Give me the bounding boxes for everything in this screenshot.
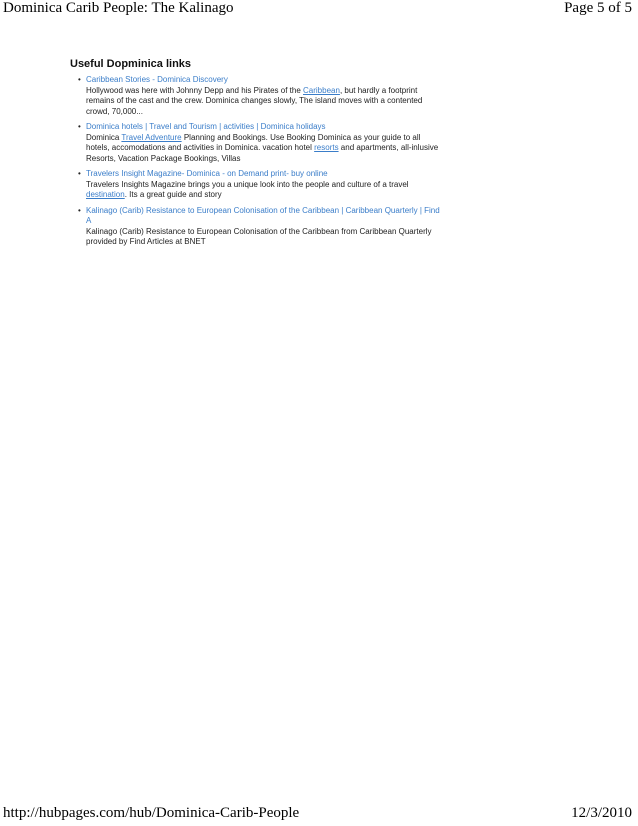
link-dominica-hotels[interactable]: Dominica hotels | Travel and Tourism | activities | Dominica holidays	[86, 122, 326, 131]
list-item	[78, 169, 440, 201]
links-list	[70, 75, 440, 248]
bullet-icon: •	[78, 205, 81, 215]
link-description: Dominica Travel Adventure Planning and Bookings. Use Booking Dominica as your guide to all hotels, accomodations and activities in Dominica. vacation hotel resorts and apartments, all-inlusive Resorts, Vacation Package Bookings, Villas	[86, 132, 439, 163]
inline-link-destination[interactable]: destination	[86, 190, 125, 199]
link-caribbean-stories[interactable]: Caribbean Stories - Dominica Discovery	[86, 75, 228, 84]
print-date: 12/3/2010	[571, 805, 632, 821]
link-description: Kalinago (Carib) Resistance to European Colonisation of the Caribbean from Caribbean Quarterly provided by Find Articles at BNET	[86, 226, 432, 246]
list-item	[78, 75, 440, 117]
page-title: Dominica Carib People: The Kalinago	[3, 0, 234, 16]
page-url: http://hubpages.com/hub/Dominica-Carib-People	[3, 805, 300, 821]
inline-link-travel-adventure[interactable]: Travel Adventure	[121, 132, 182, 142]
link-description: Travelers Insights Magazine brings you a unique look into the people and culture of a travel destination. Its a great guide and story	[86, 179, 409, 199]
link-travelers-insight[interactable]: Travelers Insight Magazine- Dominica - on Demand print- buy online	[86, 169, 328, 178]
print-footer	[0, 804, 638, 826]
inline-link-resorts[interactable]: resorts	[314, 143, 339, 152]
list-item	[78, 206, 440, 248]
bullet-icon: •	[78, 122, 81, 131]
page-content	[70, 58, 440, 253]
page-number: Page 5 of 5	[564, 0, 632, 16]
link-kalinago-resistance[interactable]: Kalinago (Carib) Resistance to European Colonisation of the Caribbean | Caribbean Quarterly | Find A	[86, 205, 440, 225]
print-header	[0, 0, 638, 22]
section-title: Useful Dopminica links	[70, 58, 192, 70]
bullet-icon: •	[78, 169, 81, 178]
list-item	[78, 122, 440, 164]
link-description: Hollywood was here with Johnny Depp and his Pirates of the Caribbean, but hardly a footprint remains of the cast and the crew. Dominica changes slowly, The island moves with a contented crowd, 70,000...	[86, 85, 423, 116]
inline-link-caribbean[interactable]: Caribbean	[303, 85, 340, 95]
bullet-icon: •	[78, 75, 81, 84]
